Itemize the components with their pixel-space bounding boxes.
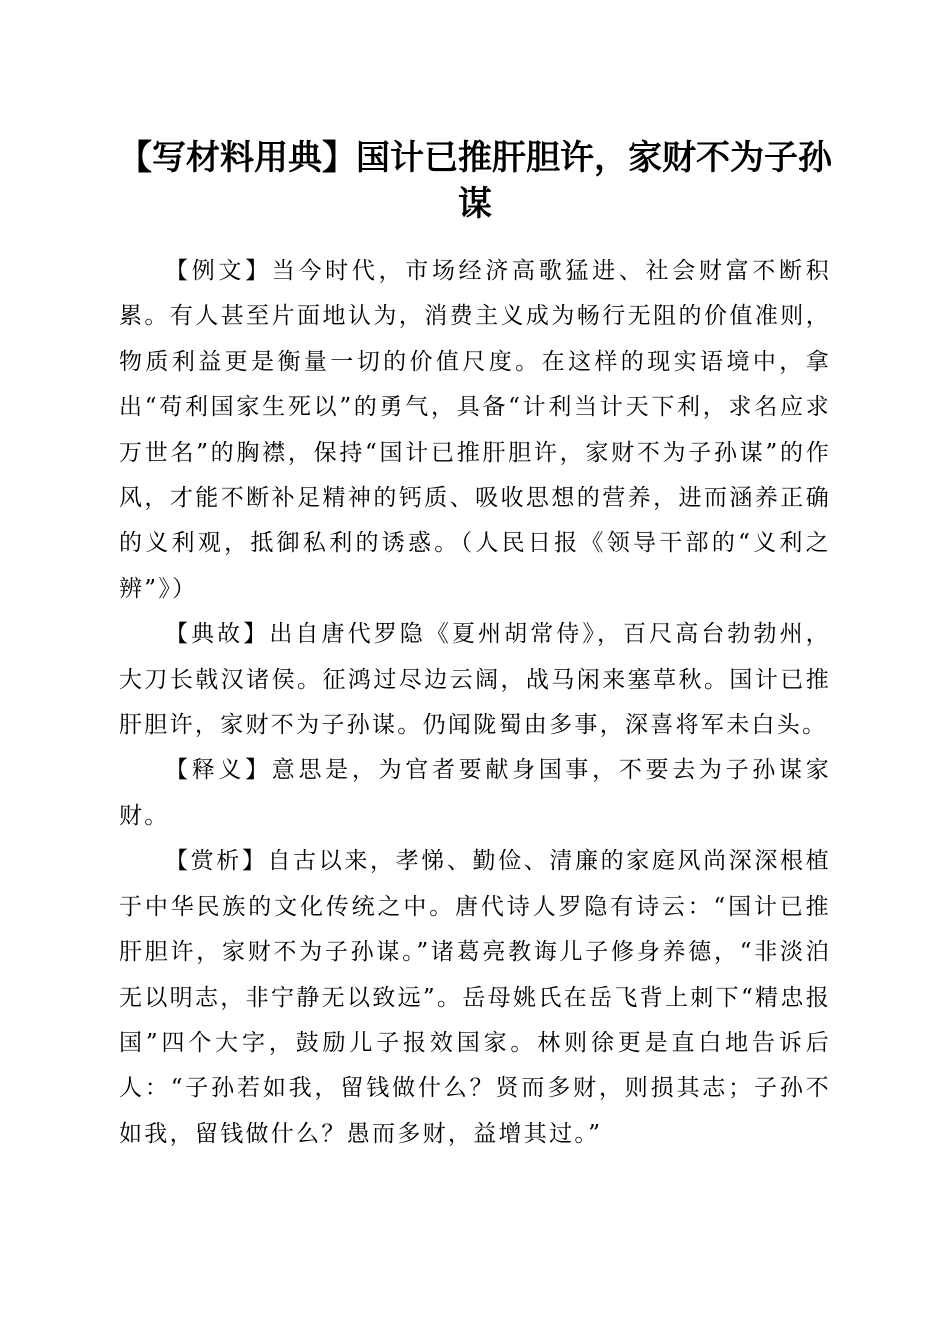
paragraph-allusion: 【典故】出自唐代罗隐《夏州胡常侍》，百尺高台勃勃州，大刀长戟汉诸侯。征鸿过尽边云阔，战马闲来塞草秋。国计已推肝胆许，家财不为子孙谋。仍闻陇蜀由多事，深喜将军未白头。 xyxy=(119,621,831,739)
document-title: 【写材料用典】国计已推肝胆许，家财不为子孙谋 xyxy=(118,138,832,224)
document-body xyxy=(119,249,831,1157)
paragraph-meaning: 【释义】意思是，为官者要献身国事，不要去为子孙谋家财。 xyxy=(119,757,831,829)
paragraph-example: 【例文】当今时代，市场经济高歌猛进、社会财富不断积累。有人甚至片面地认为，消费主义成为畅行无阻的价值准则，物质利益更是衡量一切的价值尺度。在这样的现实语境中，拿出“苟利国家生死以”的勇气，具备“计利当计天下利，求名应求万世名”的胸襟，保持“国计已推肝胆许，家财不为子孙谋”的作风，才能不断补足精神的钙质、吸收思想的营养，进而涵养正确的义利观，抵御私利的诱惑。（人民日报《领导干部的“义利之辨”》） xyxy=(119,258,831,602)
paragraph-appreciation: 【赏析】自古以来，孝悌、勤俭、清廉的家庭风尚深深根植于中华民族的文化传统之中。唐代诗人罗隐有诗云：“国计已推肝胆许，家财不为子孙谋。”诸葛亮教诲儿子修身养德，“非淡泊无以明志，非宁静无以致远”。岳母姚氏在岳飞背上刺下“精忠报国”四个大字，鼓励儿子报效国家。林则徐更是直白地告诉后人：“子孙若如我，留钱做什么？贤而多财，则损其志；子孙不如我，留钱做什么？愚而多财，益增其过。” xyxy=(119,848,831,1147)
